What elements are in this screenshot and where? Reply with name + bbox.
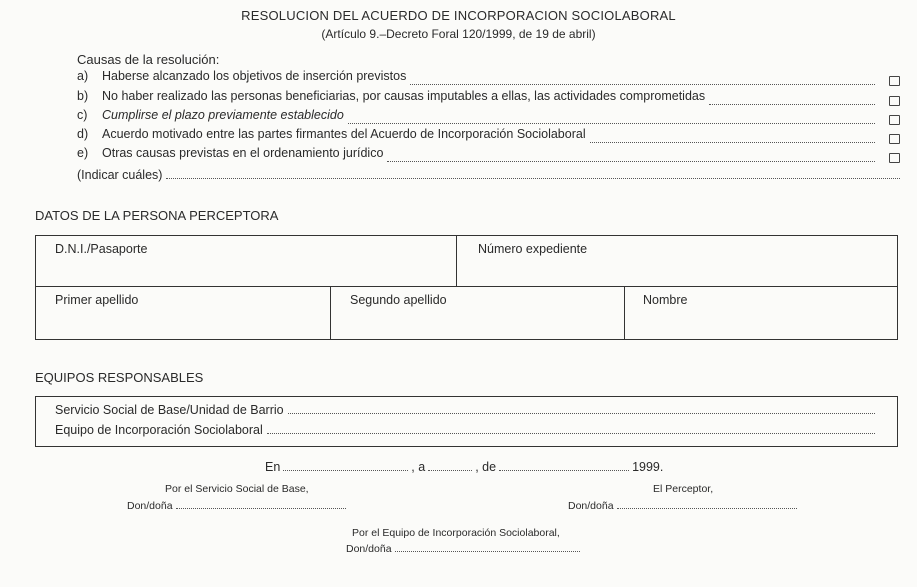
cause-letter: b) [77,89,89,103]
day-field[interactable] [428,469,472,471]
causes-heading: Causas de la resolución: [77,52,220,67]
equipo-signature-line [346,543,583,555]
year-label: 1999. [632,460,664,474]
perceptor-signer-field[interactable] [617,507,797,509]
cause-letter: d) [77,127,89,141]
cause-letter: a) [77,69,89,83]
cause-item-e [77,146,900,165]
cause-text: Cumplirse el plazo previamente establecido [102,108,344,122]
dotted-leader [166,177,900,179]
servicio-signer-field[interactable] [176,507,346,509]
cause-item-b [77,89,900,108]
place-date-line [265,460,663,474]
equipo-field[interactable] [55,423,875,437]
column-divider [624,286,625,340]
place-field[interactable] [283,469,408,471]
don-label: Don/doña [568,500,614,512]
perceptor-signature-line [568,500,800,512]
indicate-label: (Indicar cuáles) [77,168,163,182]
second-surname-field[interactable]: Segundo apellido [350,293,447,307]
dotted-leader [288,412,875,414]
cause-checkbox-d[interactable] [889,134,900,144]
dotted-leader [590,141,875,143]
cause-text: Haberse alcanzado los objetivos de inserción previstos [102,69,407,83]
perceptor-heading: DATOS DE LA PERSONA PERCEPTORA [35,208,279,223]
servicio-label: Servicio Social de Base/Unidad de Barrio [55,403,284,417]
cause-checkbox-e[interactable] [889,153,900,163]
servicio-signature-line [127,500,349,512]
form-subtitle: (Artículo 9.–Decreto Foral 120/1999, de 19 de abril) [321,27,596,41]
cause-letter: c) [77,108,88,122]
cause-checkbox-c[interactable] [889,115,900,125]
de-label: , de [475,460,497,474]
form-title: RESOLUCION DEL ACUERDO DE INCORPORACION SOCIOLABORAL [241,8,676,23]
equipos-heading: EQUIPOS RESPONSABLES [35,370,204,385]
dotted-leader [709,103,875,105]
equipo-label: Equipo de Incorporación Sociolaboral [55,423,263,437]
dotted-leader [348,122,875,124]
dotted-leader [410,83,875,85]
column-divider [330,286,331,340]
cause-checkbox-a[interactable] [889,76,900,86]
cause-item-d [77,127,900,146]
name-field[interactable]: Nombre [643,293,688,307]
cause-item-c [77,108,900,127]
equipo-signer-field[interactable] [395,550,580,552]
en-label: En [265,460,281,474]
cause-checkbox-b[interactable] [889,96,900,106]
column-divider [456,235,457,286]
expediente-field[interactable]: Número expediente [478,242,588,256]
cause-letter: e) [77,146,89,160]
cause-text: Acuerdo motivado entre las partes firmantes del Acuerdo de Incorporación Sociolaboral [102,127,586,141]
dotted-leader [387,160,875,162]
perceptor-sign-title: El Perceptor, [653,483,714,495]
servicio-field[interactable] [55,403,875,417]
dni-field[interactable]: D.N.I./Pasaporte [55,242,148,256]
don-label: Don/doña [127,500,173,512]
servicio-sign-title: Por el Servicio Social de Base, [165,483,309,495]
indicate-field[interactable] [77,168,900,182]
cause-text: No haber realizado las personas beneficiarias, por causas imputables a ellas, las actividades comprometidas [102,89,706,103]
don-label: Don/doña [346,543,392,555]
cause-text: Otras causas previstas en el ordenamiento jurídico [102,146,384,160]
first-surname-field[interactable]: Primer apellido [55,293,139,307]
dotted-leader [267,432,875,434]
perceptor-box [35,235,898,340]
a-label: , a [411,460,426,474]
row-divider [35,286,898,287]
equipo-sign-title: Por el Equipo de Incorporación Sociolaboral, [352,527,560,539]
month-field[interactable] [499,469,629,471]
cause-item-a [77,69,900,88]
